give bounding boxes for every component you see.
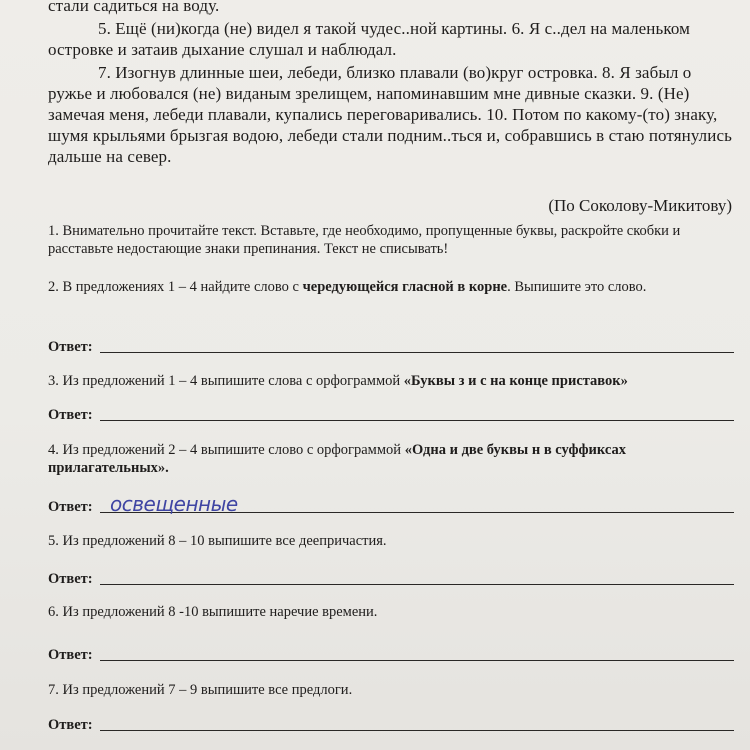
- answer-line[interactable]: [100, 352, 734, 353]
- handwritten-answer: освещенные: [110, 492, 238, 516]
- answer-row-7: [48, 712, 738, 734]
- answer-line[interactable]: [100, 420, 734, 421]
- passage-line-0: стали садиться на воду.: [48, 0, 220, 15]
- answer-row-2: [48, 334, 738, 356]
- task-2-emphasis: чередующейся гласной в корне: [302, 279, 508, 295]
- task-4-emphasis: «Одна и две буквы н в суффиксах прилагательных».: [48, 442, 626, 476]
- answer-row-6: [48, 642, 738, 664]
- answer-label: Ответ:: [48, 407, 93, 423]
- task-5: 5. Из предложений 8 – 10 выпишите все деепричастия.: [48, 533, 387, 549]
- answer-label: Ответ:: [48, 339, 93, 355]
- task-2-text: 2. В предложениях 1 – 4 найдите слово с: [48, 279, 303, 295]
- answer-line[interactable]: [100, 584, 734, 585]
- answer-row-4: [48, 494, 738, 516]
- task-4: [48, 441, 738, 477]
- task-4-text: 4. Из предложений 2 – 4 выпишите слово с орфограммой: [48, 442, 405, 458]
- task-3: [48, 372, 738, 390]
- answer-line[interactable]: [100, 660, 734, 661]
- task-7: 7. Из предложений 7 – 9 выпишите все предлоги.: [48, 682, 353, 698]
- answer-label: Ответ:: [48, 499, 93, 515]
- task-6: 6. Из предложений 8 -10 выпишите наречие времени.: [48, 604, 378, 620]
- task-3-emphasis: «Буквы з и с на конце приставок»: [403, 373, 628, 389]
- answer-label: Ответ:: [48, 647, 93, 663]
- task-2: [48, 278, 738, 296]
- task-3-text: 3. Из предложений 1 – 4 выпишите слова с орфограммой: [48, 373, 404, 389]
- passage-source: (По Соколову-Микитову): [548, 196, 732, 215]
- answer-row-3: [48, 402, 738, 424]
- answer-label: Ответ:: [48, 571, 93, 587]
- answer-line[interactable]: [100, 730, 734, 731]
- answer-row-5: [48, 566, 738, 588]
- passage-paragraph-5: 5. Ещё (ни)когда (не) видел я такой чудес..ной картины. 6. Я с..дел на маленьком островке и затаив дыхание слушал и наблюдал.: [48, 19, 690, 59]
- task-2-text-end: . Выпишите это слово.: [507, 279, 647, 295]
- passage-paragraph-7: 7. Изогнув длинные шеи, лебеди, близко плавали (во)круг островка. 8. Я забыл о ружье и любовался (не) виданым зрелищем, напоминавшим мне дивные сказки. 9. (Не) замечая меня, лебеди плавали, купались переговаривались. 10. Потом по какому-(то) знаку, шумя крыльями брызгая водою, лебеди стали подним..ться и, собравшись в стаю потянулись дальше на север.: [48, 63, 732, 166]
- answer-label: Ответ:: [48, 717, 93, 733]
- task-1: 1. Внимательно прочитайте текст. Вставьте, где необходимо, пропущенные буквы, раскройте скобки и расставьте недостающие знаки препинания. Текст не списывать!: [48, 223, 681, 257]
